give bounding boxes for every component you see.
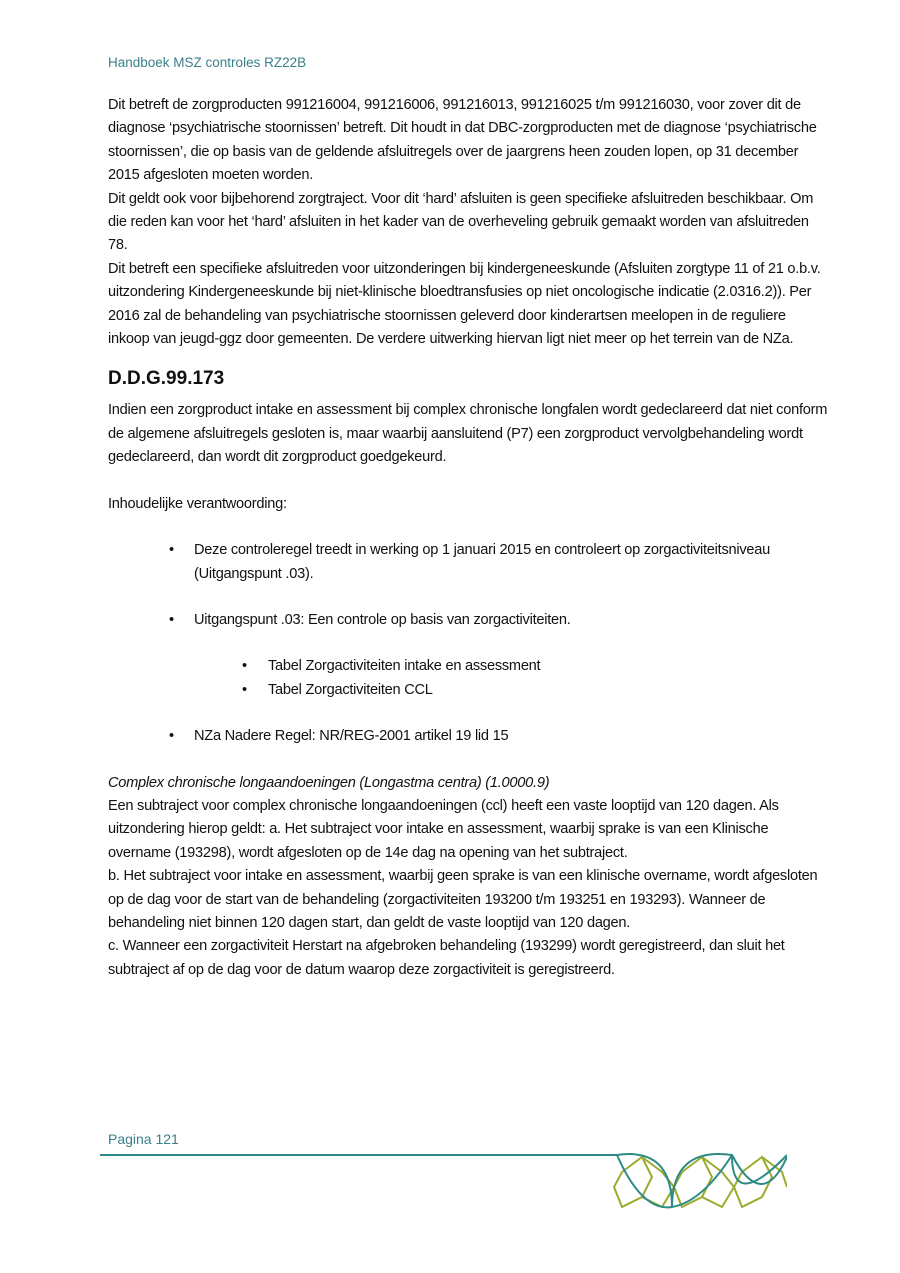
- subsection-title: Complex chronische longaandoeningen (Longastma centra) (1.0000.9): [108, 774, 550, 791]
- intro-paragraph: Dit betreft de zorgproducten 991216004, 991216006, 991216013, 991216025 t/m 991216030, voor zover dit de diagnose ‘psychiatrische stoornissen’ betreft. Dit houdt in dat DBC-zorgproducten met de diagnose ‘psychiatrische stoornissen’, die op basis van de geldende afsluitregels over de jaargrens heen zouden lopen, op 31 december 2015 afgesloten moeten worden.: [108, 97, 817, 184]
- sub-list-item: • Tabel Zorgactiviteiten CCL: [108, 679, 828, 702]
- sub-list-item: • Tabel Zorgactiviteiten intake en assessment: [108, 655, 828, 678]
- body-paragraph: c. Wanneer een zorgactiviteit Herstart na afgebroken behandeling (193299) wordt geregistreerd, dan sluit het subtraject af op de dag voor de datum waarop deze zorgactiviteit is geregistreerd.: [108, 938, 785, 978]
- list-item: • NZa Nadere Regel: NR/REG-2001 artikel 19 lid 15: [108, 725, 828, 748]
- list-item: • Deze controleregel treedt in werking op 1 januari 2015 en controleert op zorgactiviteitsniveau (Uitgangspunt .03).: [108, 539, 828, 586]
- body-paragraph: b. Het subtraject voor intake en assessment, waarbij geen sprake is van een klinische overname, wordt afgesloten op de dag voor de start van de behandeling (zorgactiviteiten 193200 t/m 193251 en 193293). Wanneer de behandeling niet binnen 120 dagen start, dan geldt de vaste looptijd van 120 dagen.: [108, 868, 818, 931]
- justification-label: Inhoudelijke verantwoording:: [108, 495, 287, 512]
- page-number: Pagina 121: [108, 1131, 179, 1147]
- section-description: Indien een zorgproduct intake en assessment bij complex chronische longfalen wordt gedeclareerd dat niet conform de algemene afsluitregels gesloten is, maar waarbij aansluitend (P7) een zorgproduct vervolgbehandeling wordt gedeclareerd, dan wordt dit zorgproduct goedgekeurd.: [108, 402, 828, 466]
- olive-pattern: [614, 1157, 787, 1207]
- list-item: • Uitgangspunt .03: Een controle op basis van zorgactiviteiten.: [108, 609, 828, 632]
- decorative-logo-icon: [612, 1152, 787, 1212]
- justification-list: [108, 539, 828, 748]
- page-content: [108, 94, 828, 982]
- running-header: Handboek MSZ controles RZ22B: [108, 55, 307, 70]
- intro-paragraph: Dit betreft een specifieke afsluitreden voor uitzonderingen bij kindergeneeskunde (Afsluiten zorgtype 11 of 21 o.b.v. uitzondering Kindergeneeskunde bij niet-klinische bloedtransfusies op niet oncologische indicatie (2.0316.2)). Per 2016 zal de behandeling van psychiatrische stoornissen geleverd door kinderartsen meelopen in de reguliere inkoop van jeugd-ggz door gemeenten. De verdere uitwerking hiervan ligt niet meer op het terrein van de NZa.: [108, 260, 821, 348]
- section-heading: D.D.G.99.173: [108, 368, 225, 390]
- intro-paragraph: Dit geldt ook voor bijbehorend zorgtraject. Voor dit ‘hard’ afsluiten is geen specifieke afsluitreden beschikbaar. Om die reden kan voor het ‘hard’ afsluiten in het kader van de overheveling gebruik gemaakt worden van afsluitreden 78.: [108, 190, 814, 254]
- body-paragraph: Een subtraject voor complex chronische longaandoeningen (ccl) heeft een vaste looptijd van 120 dagen. Als uitzondering hierop geldt: a. Het subtraject voor intake en assessment, waarbij sprake is van een Klinische overname (193298), wordt afgesloten op de 14e dag na opening van het subtraject.: [108, 797, 779, 861]
- footer-divider: [100, 1154, 618, 1156]
- teal-pattern: [617, 1154, 787, 1207]
